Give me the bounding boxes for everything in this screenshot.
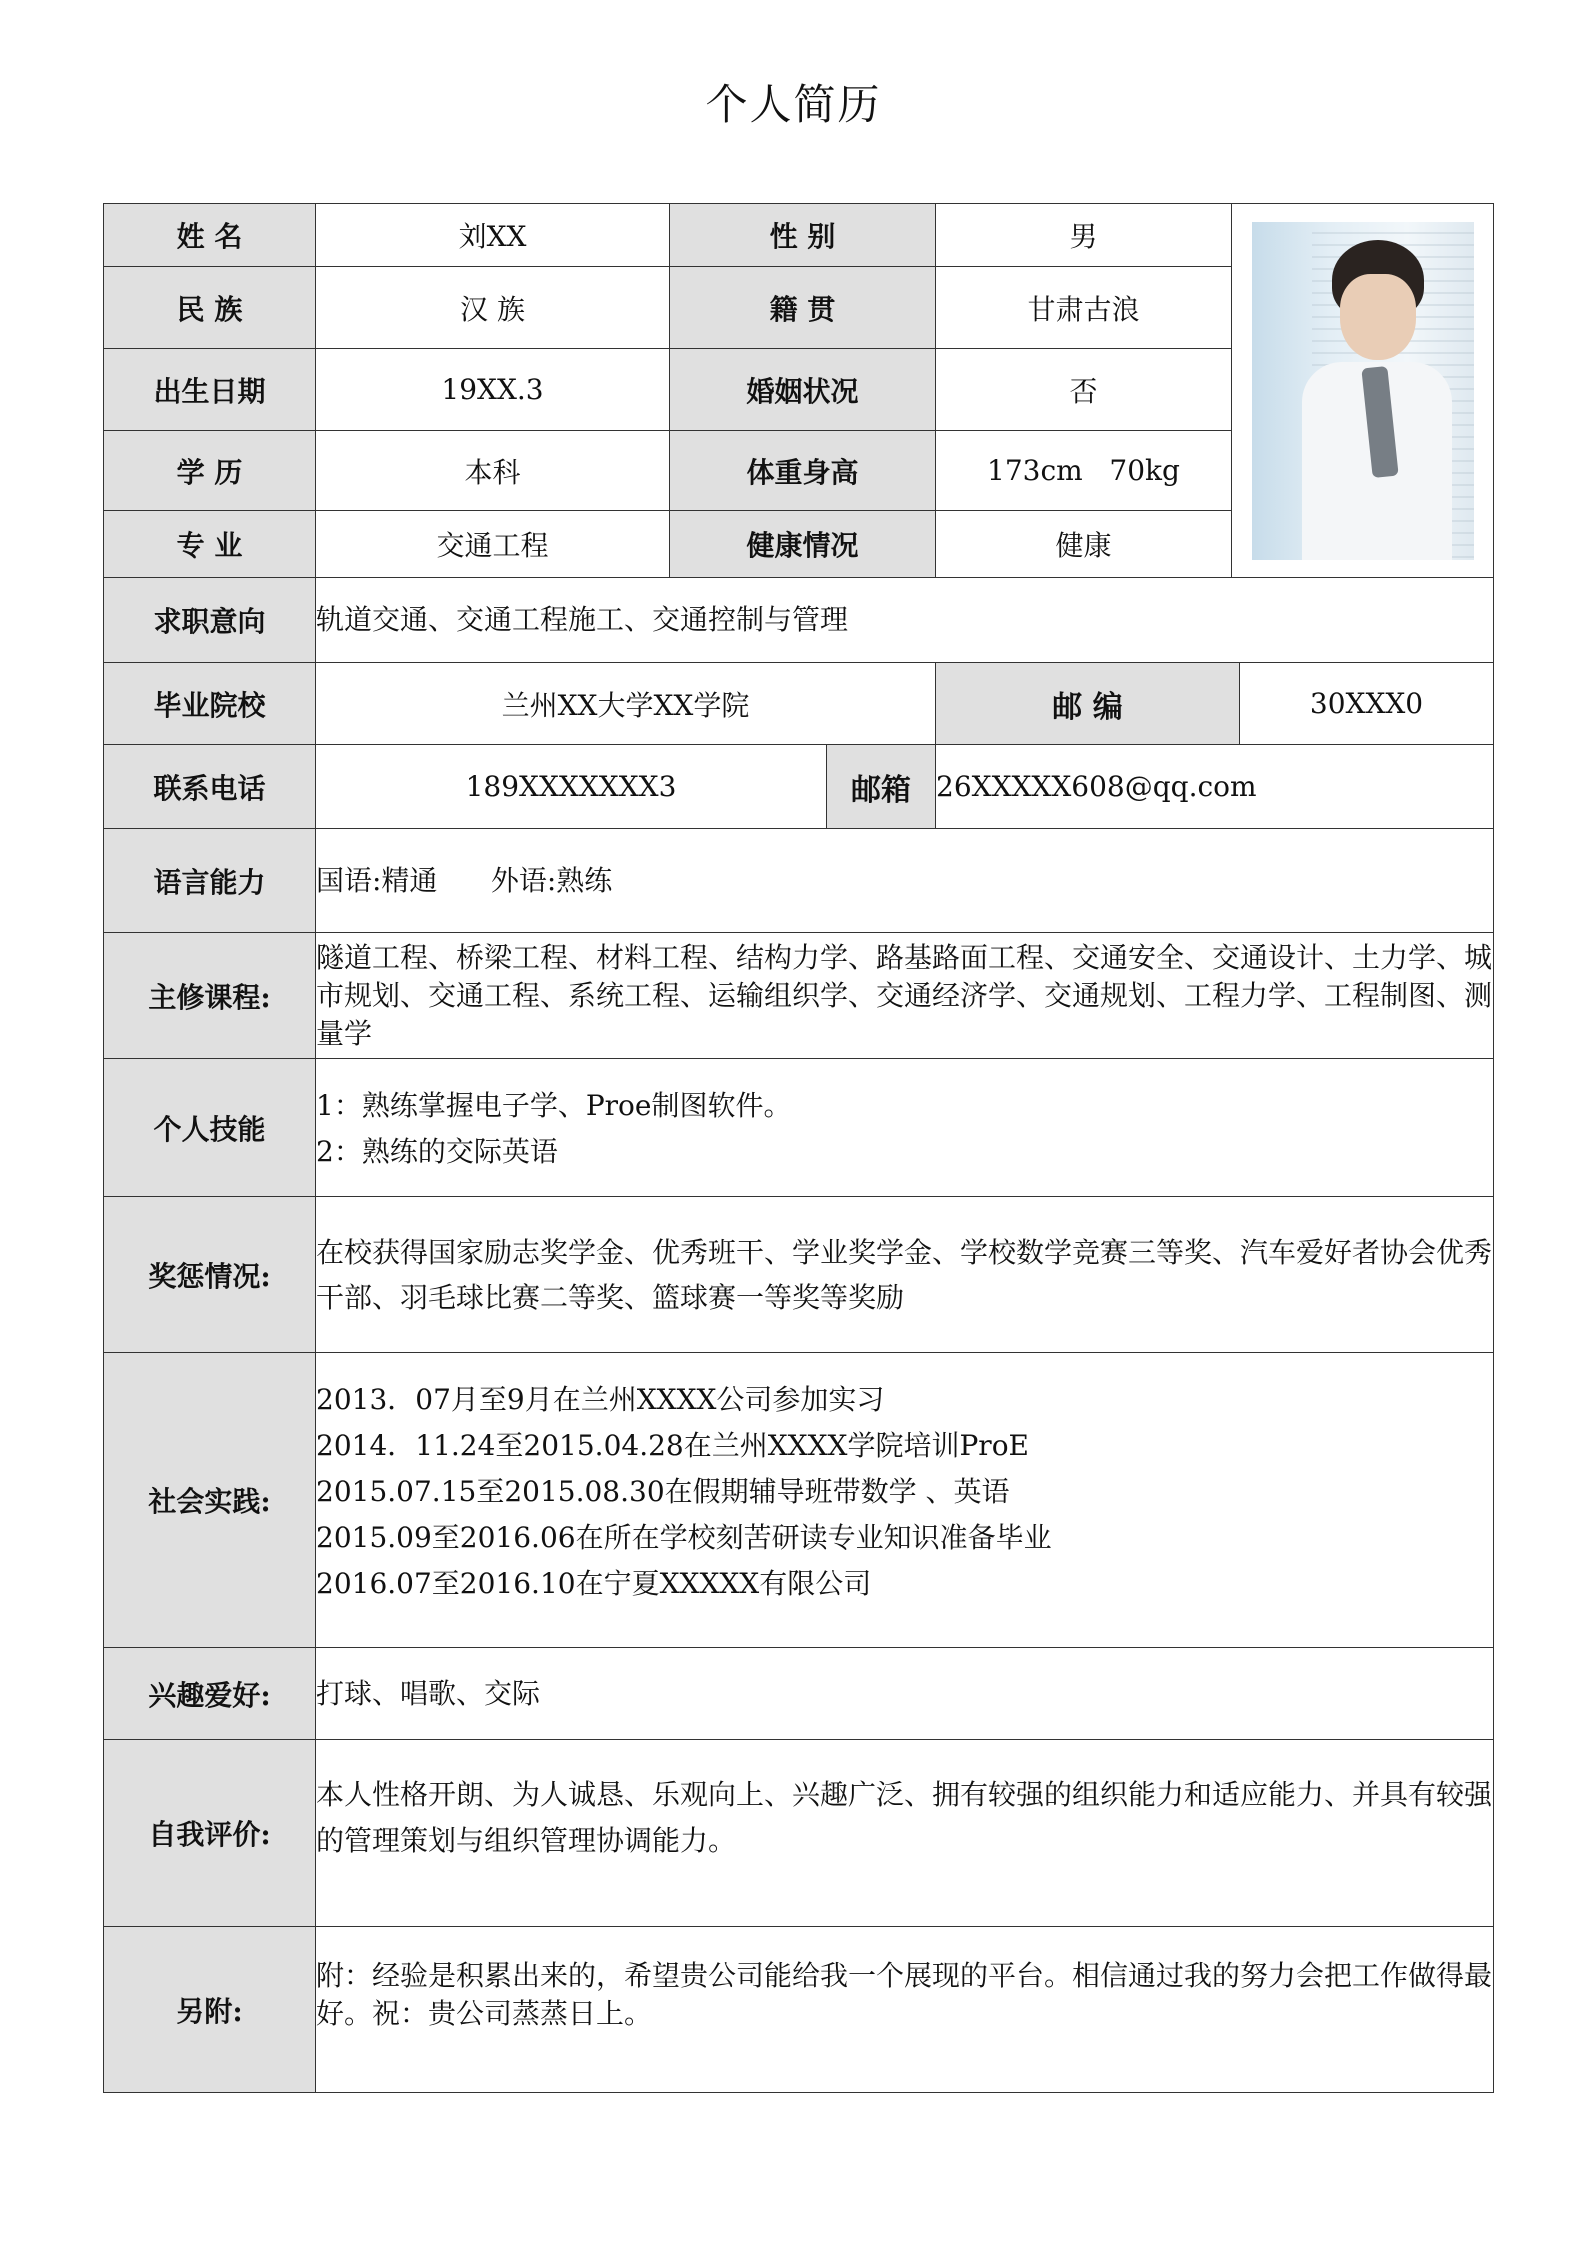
hometown-label: 籍 贯 <box>670 267 936 349</box>
gender-label: 性 别 <box>670 204 936 267</box>
education-label: 学 历 <box>104 431 316 511</box>
practice-line: 2015.07.15至2015.08.30在假期辅导班带数学 、英语 <box>316 1475 1010 1508</box>
extra-value: 附：经验是积累出来的，希望贵公司能给我一个展现的平台。相信通过我的努力会把工作做得最好。祝：贵公司蒸蒸日上。 <box>316 1927 1494 2093</box>
job-value: 轨道交通、交通工程施工、交通控制与管理 <box>316 578 1494 663</box>
email-label: 邮箱 <box>827 745 936 829</box>
self-eval-value: 本人性格开朗、为人诚恳、乐观向上、兴趣广泛、拥有较强的组织能力和适应能力、并具有较强的管理策划与组织管理协调能力。 <box>316 1740 1494 1927</box>
photo-cell <box>1232 204 1494 578</box>
hobbies-value: 打球、唱歌、交际 <box>316 1648 1494 1740</box>
education-value: 本科 <box>316 431 670 511</box>
self-eval-label: 自我评价: <box>104 1740 316 1927</box>
phone-value: 189XXXXXXX3 <box>316 745 827 829</box>
health-label: 健康情况 <box>670 511 936 578</box>
ethnicity-value: 汉 族 <box>316 267 670 349</box>
extra-label: 另附: <box>104 1927 316 2093</box>
practice-line: 2014．11.24至2015.04.28在兰州XXXX学院培训ProE <box>316 1429 1029 1462</box>
name-label: 姓 名 <box>104 204 316 267</box>
gender-value: 男 <box>936 204 1232 267</box>
hobbies-label: 兴趣爱好: <box>104 1648 316 1740</box>
birth-value: 19XX.3 <box>316 349 670 431</box>
job-label: 求职意向 <box>104 578 316 663</box>
skill-line: 2：熟练的交际英语 <box>316 1135 558 1168</box>
zip-value: 30XXX0 <box>1240 663 1494 745</box>
skills-value <box>316 1059 1494 1197</box>
body-label: 体重身高 <box>670 431 936 511</box>
major-value: 交通工程 <box>316 511 670 578</box>
page-title: 个人简历 <box>705 80 882 129</box>
birth-label: 出生日期 <box>104 349 316 431</box>
practice-line: 2015.09至2016.06在所在学校刻苦研读专业知识准备毕业 <box>316 1521 1052 1554</box>
practice-line: 2013．07月至9月在兰州XXXX公司参加实习 <box>316 1383 885 1416</box>
major-label: 专 业 <box>104 511 316 578</box>
language-label: 语言能力 <box>104 829 316 933</box>
courses-value: 隧道工程、桥梁工程、材料工程、结构力学、路基路面工程、交通安全、交通设计、土力学、城市规划、交通工程、系统工程、运输组织学、交通经济学、交通规划、工程力学、工程制图、测量学 <box>316 933 1494 1059</box>
hometown-value: 甘肃古浪 <box>936 267 1232 349</box>
practice-label: 社会实践: <box>104 1353 316 1648</box>
practice-value <box>316 1353 1494 1648</box>
profile-photo <box>1252 222 1474 560</box>
zip-label: 邮 编 <box>936 663 1240 745</box>
school-label: 毕业院校 <box>104 663 316 745</box>
awards-label: 奖惩情况: <box>104 1197 316 1353</box>
practice-line: 2016.07至2016.10在宁夏XXXXX有限公司 <box>316 1567 872 1600</box>
language-value: 国语:精通 外语:熟练 <box>316 829 1494 933</box>
marital-label: 婚姻状况 <box>670 349 936 431</box>
name-value: 刘XX <box>316 204 670 267</box>
phone-label: 联系电话 <box>104 745 316 829</box>
awards-value: 在校获得国家励志奖学金、优秀班干、学业奖学金、学校数学竞赛三等奖、汽车爱好者协会优秀干部、羽毛球比赛二等奖、篮球赛一等奖等奖励 <box>316 1197 1494 1353</box>
skills-label: 个人技能 <box>104 1059 316 1197</box>
ethnicity-label: 民 族 <box>104 267 316 349</box>
body-value: 173cm 70kg <box>936 431 1232 511</box>
courses-label: 主修课程: <box>104 933 316 1059</box>
marital-value: 否 <box>936 349 1232 431</box>
resume-table <box>103 203 1494 2093</box>
school-value: 兰州XX大学XX学院 <box>316 663 936 745</box>
email-value: 26XXXXX608@qq.com <box>936 745 1494 829</box>
skill-line: 1：熟练掌握电子学、Proe制图软件。 <box>316 1089 792 1122</box>
health-value: 健康 <box>936 511 1232 578</box>
